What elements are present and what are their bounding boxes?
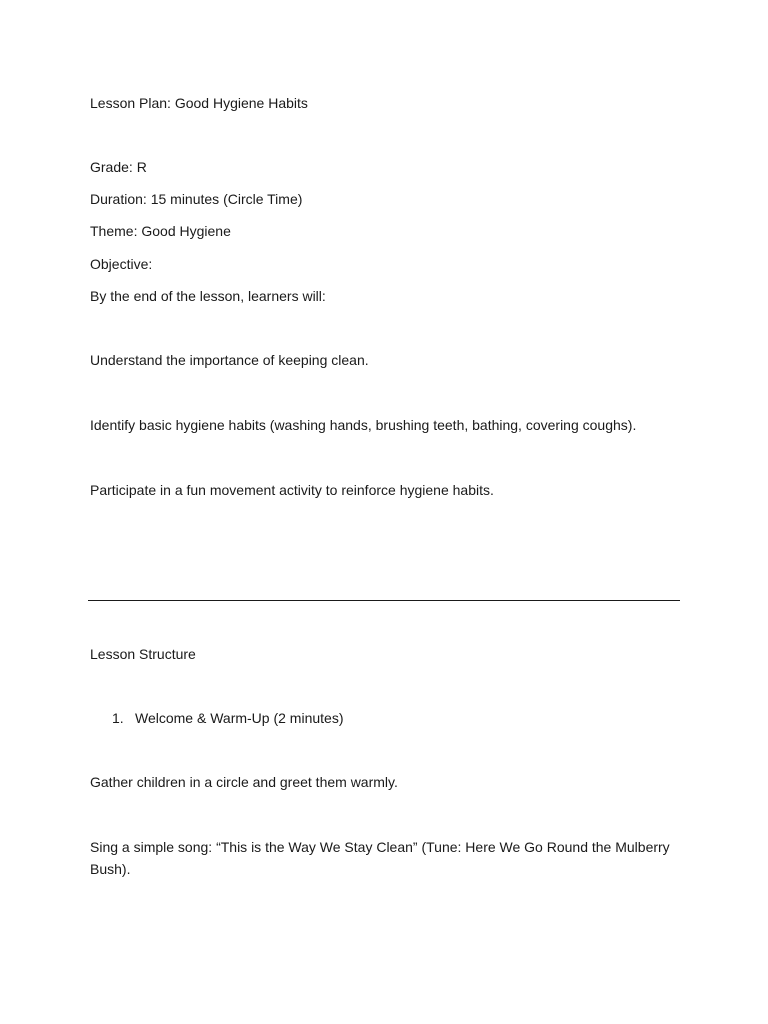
grade-line: Grade: R	[90, 159, 147, 175]
objective-item-3: Participate in a fun movement activity to reinforce hygiene habits.	[90, 482, 494, 498]
objective-item-1: Understand the importance of keeping clean.	[90, 352, 369, 368]
warmup-step-1: Gather children in a circle and greet them warmly.	[90, 774, 398, 790]
objective-label: Objective:	[90, 256, 153, 272]
section-divider	[88, 600, 680, 601]
theme-line: Theme: Good Hygiene	[90, 223, 231, 239]
document-title: Lesson Plan: Good Hygiene Habits	[90, 95, 308, 111]
structure-heading: Lesson Structure	[90, 646, 196, 662]
list-item-label: Welcome & Warm-Up (2 minutes)	[135, 710, 344, 726]
duration-line: Duration: 15 minutes (Circle Time)	[90, 191, 303, 207]
objective-intro: By the end of the lesson, learners will:	[90, 288, 326, 304]
list-number: 1.	[112, 710, 124, 726]
structure-list-item	[112, 707, 672, 729]
objective-item-2: Identify basic hygiene habits (washing hands, brushing teeth, bathing, covering coughs).	[90, 417, 637, 433]
warmup-step-2: Sing a simple song: “This is the Way We Stay Clean” (Tune: Here We Go Round the Mulberry Bush).	[90, 839, 670, 877]
